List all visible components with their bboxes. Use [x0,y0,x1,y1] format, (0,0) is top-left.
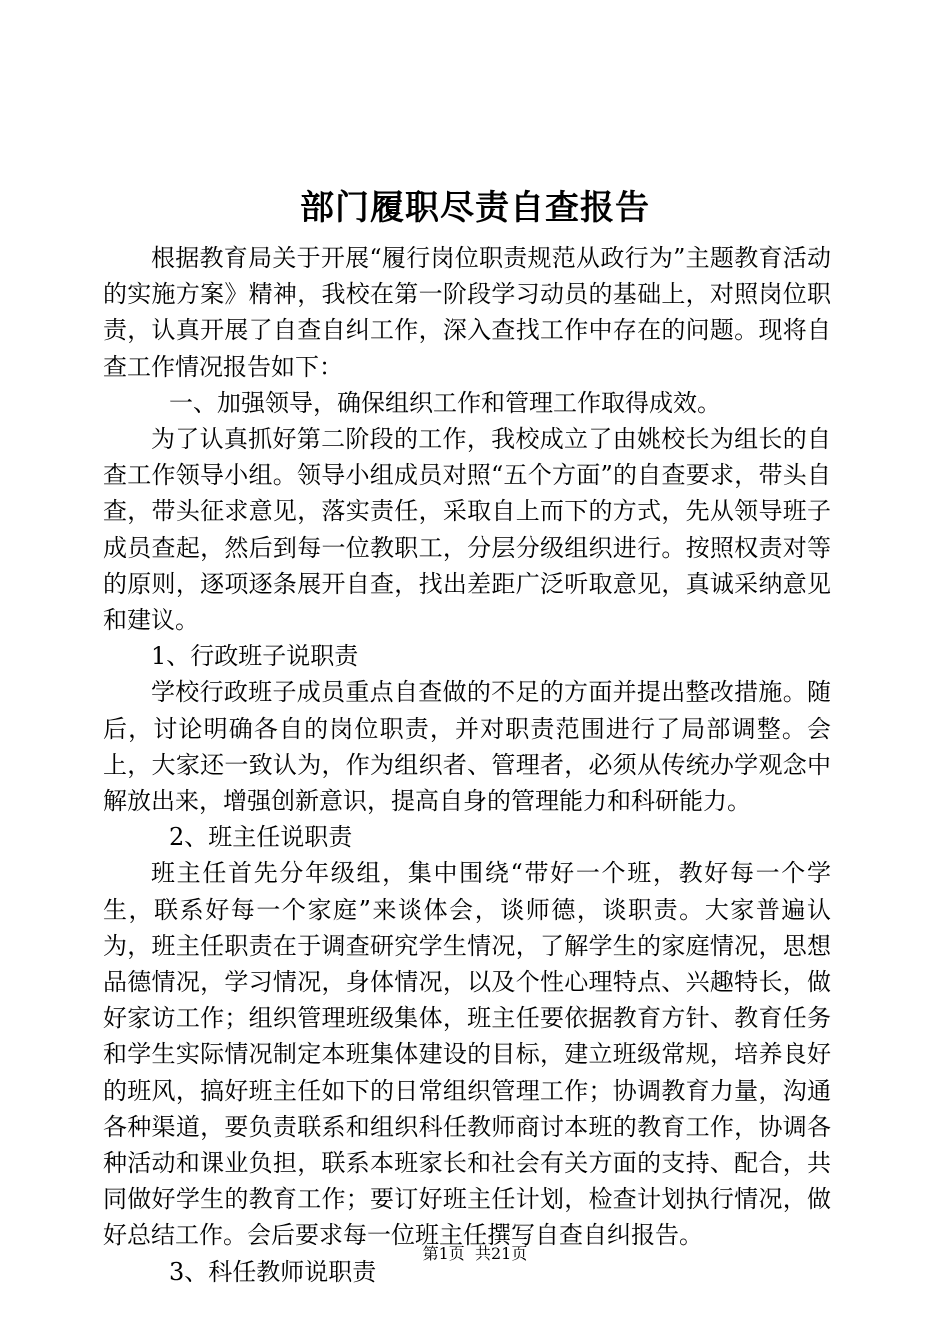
subheading-subject-teacher: 3、科任教师说职责 [169,1257,377,1286]
subheading-admin: 1、行政班子说职责 [151,642,359,671]
paragraph-head-teacher: 班主任首先分年级组，集中围绕“带好一个班，教好每一个学生，联系好每一个家庭”来谈体会，谈师德，谈职责。大家普遍认为，班主任职责在于调查研究学生情况，了解学生的家庭情况，思想品德情况，学习情况，身体情况，以及个性心理特点、兴趣特长，做好家访工作；组织管理班级集体，班主任要依据教育方针、教育任务和学生实际情况制定本班集体建设的目标，建立班级常规，培养良好的班风，搞好班主任如下的日常组织管理工作；协调教育力量，沟通各种渠道，要负责联系和组织科任教师商讨本班的教育工作，协调各种活动和课业负担，联系本班家长和社会有关方面的支持、配合，共同做好学生的教育工作；要订好班主任计划，检查计划执行情况，做好总结工作。会后要求每一位班主任撰写自查自纠报告。 [103,859,831,1250]
page-number: 第1页 [422,1244,465,1263]
paragraph-admin: 学校行政班子成员重点自查做的不足的方面并提出整改措施。随后，讨论明确各自的岗位职责，并对职责范围进行了局部调整。会上，大家还一致认为，作为组织者、管理者，必须从传统办学观念中解放出来，增强创新意识，提高自身的管理能力和科研能力。 [103,678,831,816]
document-body [103,240,831,1290]
document-title: 部门履职尽责自查报告 [300,188,650,228]
page-footer [0,1243,950,1265]
section-heading-1: 一、加强领导，确保组织工作和管理工作取得成效。 [169,388,721,417]
page-total: 共21页 [474,1244,528,1263]
subheading-head-teacher: 2、班主任说职责 [169,823,353,852]
paragraph-leadership: 为了认真抓好第二阶段的工作，我校成立了由姚校长为组长的自查工作领导小组。领导小组成员对照“五个方面”的自查要求，带头自查，带头征求意见，落实责任，采取自上而下的方式，先从领导班子成员查起，然后到每一位教职工，分层分级组织进行。按照权责对等的原则，逐项逐条展开自查，找出差距广泛听取意见，真诚采纳意见和建议。 [103,425,831,635]
paragraph-intro: 根据教育局关于开展“履行岗位职责规范从政行为”主题教育活动的实施方案》精神，我校在第一阶段学习动员的基础上，对照岗位职责，认真开展了自查自纠工作，深入查找工作中存在的问题。现将自查工作情况报告如下： [103,244,831,381]
